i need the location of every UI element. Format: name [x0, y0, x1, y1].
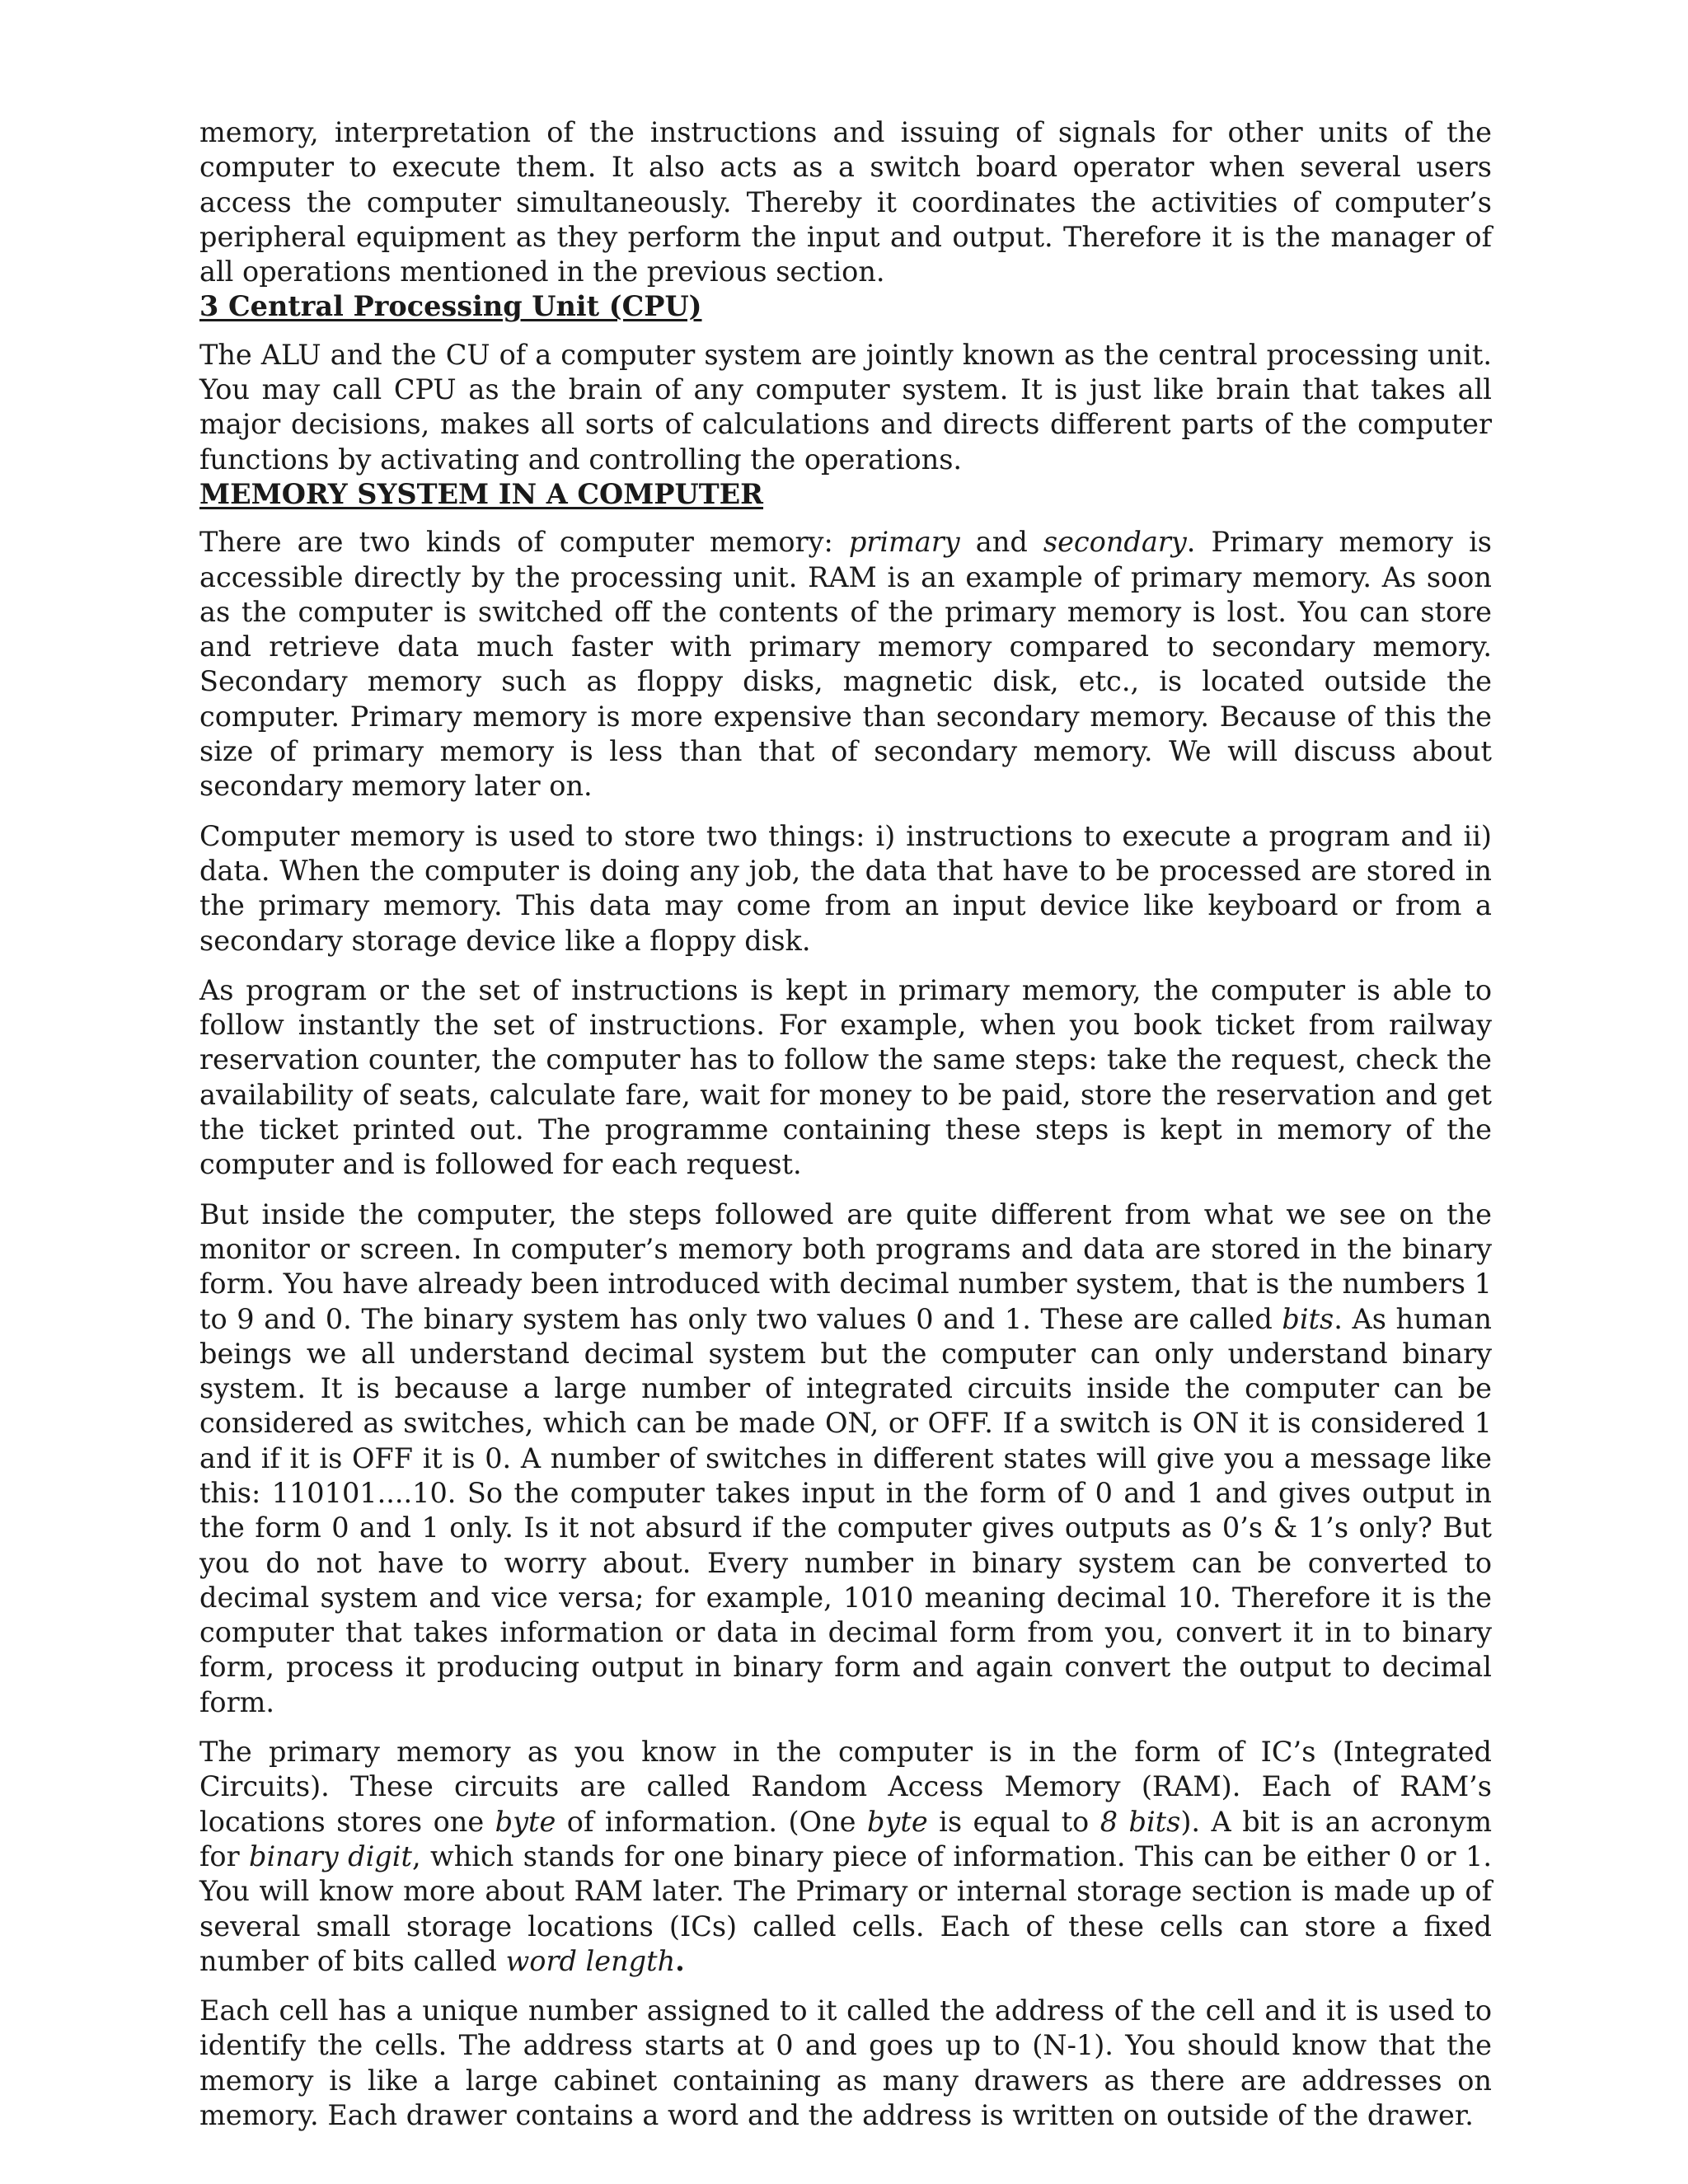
emphasis-word-length: word length	[505, 1944, 676, 1977]
text-run: . As human beings we all understand decimal system but the computer can only understand binary system. It is because a large number of integrated circuits inside the computer can be considered as switches, which can be made ON, or OFF. If a switch is ON it is considered 1 and if it is OFF it is 0. A number of switches in different states will give you a message like this: 110101....10. So the computer takes input in the form of 0 and 1 and gives output in the form 0 and 1 only. Is it not absurd if the computer gives outputs as 0’s & 1’s only? But you do not have to worry about. Every number in binary system can be converted to decimal system and vice versa; for example, 1010 meaning decimal 10. Therefore it is the computer that takes information or data in decimal form from you, convert it in to binary form, process it producing output in binary form and again convert the output to decimal form.	[199, 1302, 1492, 1718]
text-run: . Primary memory is accessible directly by the processing unit. RAM is an example of primary memory. As soon as the computer is switched off the contents of the primary memory is lost. You can store and retrieve data much faster with primary memory compared to secondary memory. Secondary memory such as floppy disks, magnetic disk, etc., is located outside the computer. Primary memory is more expensive than secondary memory. Because of this the size of primary memory is less than that of secondary memory. We will discuss about secondary memory later on.	[199, 526, 1492, 803]
intro-paragraph: memory, interpretation of the instructions and issuing of signals for other units of the computer to execute them. It also acts as a switch board operator when several users access the computer simultaneously. Thereby it coordinates the activities of computer’s peripheral equipment as they perform the input and output. Therefore it is the manager of all operations mentioned in the previous section.	[199, 116, 1492, 288]
bold-period: .	[675, 1944, 685, 1977]
emphasis-secondary: secondary	[1043, 526, 1187, 559]
emphasis-bits: bits	[1282, 1302, 1334, 1335]
text-run: is equal to	[927, 1805, 1100, 1838]
cpu-section-paragraph: The ALU and the CU of a computer system are jointly known as the central processing unit. You may call CPU as the brain of any computer system. It is just like brain that takes all major decisions, makes all sorts of calculations and directs different parts of the computer functions by activating and controlling the operations.	[199, 338, 1492, 476]
cpu-section-heading: 3 Central Processing Unit (CPU)	[199, 290, 702, 323]
text-run: But inside the computer, the steps followed are quite different from what we see on the monitor or screen. In computer’s memory both programs and data are stored in the binary form. You have already been introduced with decimal number system, that is the numbers 1 to 9 and 0. The binary system has only two values 0 and 1. These are called	[199, 1197, 1492, 1335]
text-run: , which stands for one binary piece of information. This can be either 0 or 1. You will know more about RAM later. The Primary or internal storage section is made up of several small storage locations (ICs) called cells. Each of these cells can store a fixed number of bits called	[199, 1840, 1492, 1977]
memory-paragraph-2: Computer memory is used to store two things: i) instructions to execute a program and ii) data. When the computer is doing any job, the data that have to be processed are stored in the primary memory. This data may come from an input device like keyboard or from a secondary storage device like a floppy disk.	[199, 819, 1492, 957]
text-run: ). A bit is an acronym for	[199, 1805, 1492, 1872]
emphasis-8-bits: 8 bits	[1100, 1805, 1181, 1838]
memory-paragraph-6: Each cell has a unique number assigned to it called the address of the cell and it is used to identify the cells. The address starts at 0 and goes up to (N-1). You should know that the memory is like a large cabinet containing as many drawers as there are addresses on memory. Each drawer contains a word and the address is written on outside of the drawer.	[199, 1994, 1492, 2132]
emphasis-primary: primary	[848, 526, 960, 559]
text-run: of information. (One	[556, 1805, 867, 1838]
text-run: and	[959, 526, 1043, 559]
memory-paragraph-3: As program or the set of instructions is kept in primary memory, the computer is able to follow instantly the set of instructions. For example, when you book ticket from railway reservation counter, the computer has to follow the same steps: take the request, check the availability of seats, calculate fare, wait for money to be paid, store the reservation and get the ticket printed out. The programme containing these steps is kept in memory of the computer and is followed for each request.	[199, 973, 1492, 1181]
document-page	[199, 115, 1492, 2133]
memory-paragraph-5	[199, 1735, 1492, 1979]
text-run: The primary memory as you know in the computer is in the form of IC’s (Integrated Circuits). These circuits are called Random Access Memory (RAM). Each of RAM’s locations stores one	[199, 1736, 1492, 1838]
memory-paragraph-4	[199, 1197, 1492, 1720]
memory-paragraph-1	[199, 525, 1492, 804]
text-run: There are two kinds of computer memory:	[199, 526, 849, 559]
emphasis-binary-digit: binary digit	[249, 1840, 412, 1872]
emphasis-byte: byte	[866, 1805, 928, 1838]
emphasis-byte: byte	[495, 1805, 556, 1838]
memory-section-heading: MEMORY SYSTEM IN A COMPUTER	[199, 477, 764, 510]
